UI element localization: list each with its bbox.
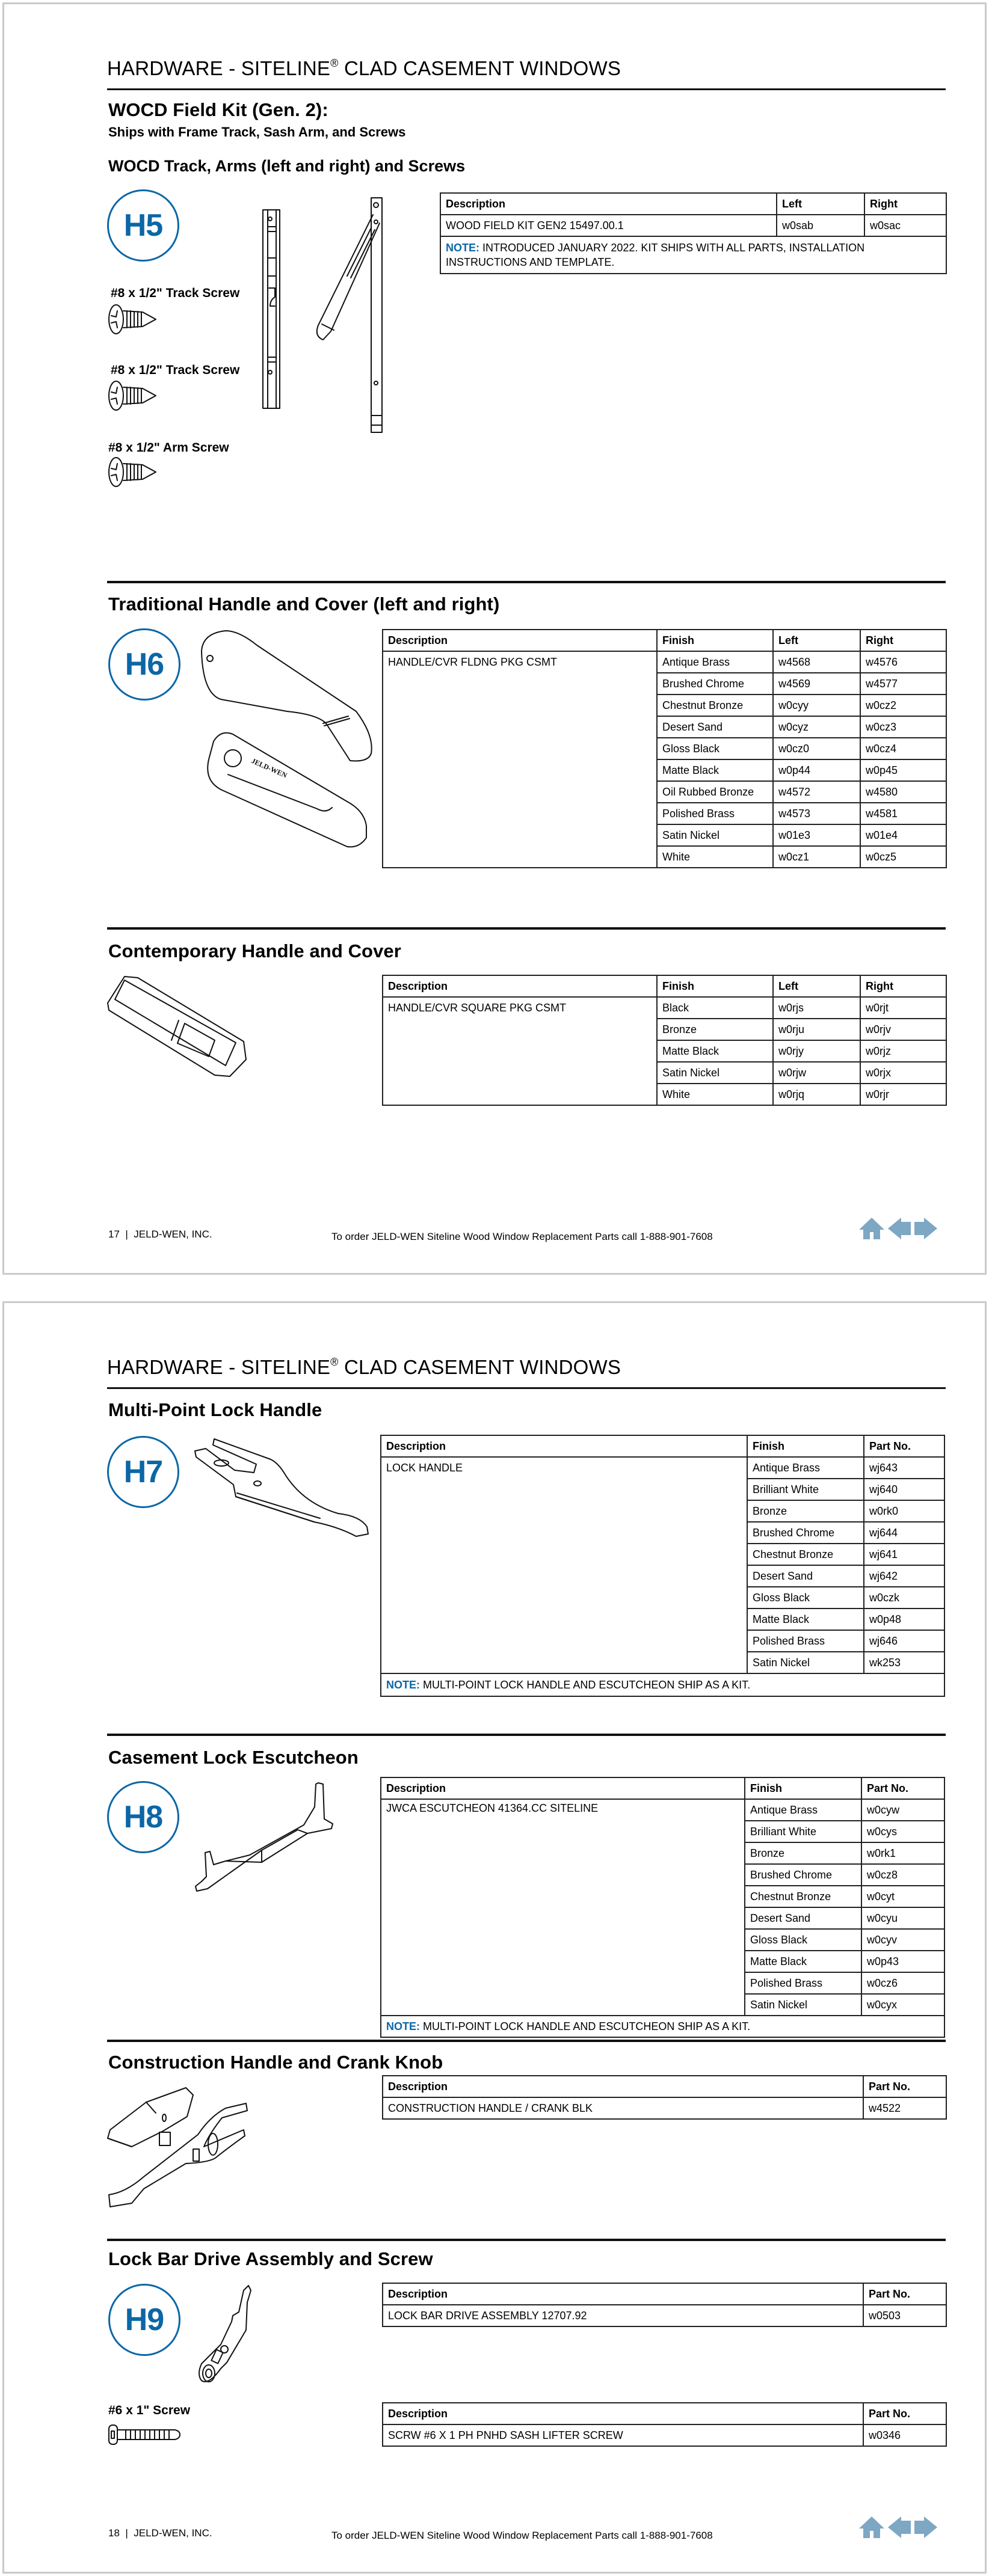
cell-left-part-no: w0rjw — [773, 1062, 860, 1084]
footer-order-text: To order JELD-WEN Siteline Wood Window Replacement Parts call 1-888-901-7608 — [331, 1231, 713, 1242]
cell-finish: Satin Nickel — [747, 1652, 864, 1673]
cell-part-no: w0503 — [863, 2305, 946, 2326]
footer-page-info: 17 | JELD-WEN, INC. — [108, 1228, 212, 1240]
cell-part-no: w4522 — [863, 2097, 946, 2119]
cell-finish: Matte Black — [657, 759, 773, 781]
cell-finish: Satin Nickel — [657, 824, 773, 846]
cell-finish: Polished Brass — [747, 1630, 864, 1652]
parts-table-h6 — [382, 629, 947, 868]
table-note — [440, 236, 946, 274]
item-badge-h9: H9 — [108, 2284, 180, 2356]
cell-finish: Gloss Black — [657, 738, 773, 759]
table-header-row — [381, 1777, 944, 1799]
cell-description: WOOD FIELD KIT GEN2 15497.00.1 — [440, 215, 777, 236]
cell-left-part-no: w0rjq — [773, 1084, 860, 1105]
section-title-casement-lock-escutcheon: Casement Lock Escutcheon — [108, 1747, 359, 1768]
page-header: HARDWARE - SITELINE® CLAD CASEMENT WINDOWS — [107, 57, 621, 79]
table-header-row — [383, 2403, 946, 2424]
cell-part-no: wj643 — [864, 1457, 944, 1479]
arrow-right-icon[interactable] — [914, 1218, 937, 1239]
column-header-part-no: Part No. — [863, 2403, 946, 2424]
cell-left-part-no: w0sab — [777, 215, 864, 236]
cell-left-part-no: w0cz0 — [773, 738, 860, 759]
cell-right-part-no: w0cz2 — [860, 695, 946, 716]
cell-part-no: wj642 — [864, 1565, 944, 1587]
cell-finish: Desert Sand — [657, 716, 773, 738]
header-rule — [107, 88, 946, 90]
cell-part-no: w0cz6 — [861, 1972, 944, 1994]
cell-description: JWCA ESCUTCHEON 41364.CC SITELINE — [381, 1799, 745, 2016]
column-header-part-no: Part No. — [863, 2283, 946, 2305]
cell-finish: Black — [657, 997, 773, 1019]
lock-handle-drawing — [194, 1437, 374, 1539]
column-header-description: Description — [383, 630, 657, 651]
cell-finish: Antique Brass — [657, 651, 773, 673]
section-title-traditional-handle: Traditional Handle and Cover (left and right) — [108, 593, 500, 615]
parts-table-h8 — [380, 1777, 945, 2038]
cell-finish: Oil Rubbed Bronze — [657, 781, 773, 803]
cell-finish: Brilliant White — [747, 1479, 864, 1500]
cell-finish: Chestnut Bronze — [745, 1886, 861, 1907]
table-header-row — [383, 2283, 946, 2305]
footer-order-text: To order JELD-WEN Siteline Wood Window Replacement Parts call 1-888-901-7608 — [331, 2530, 713, 2541]
table-note-row — [440, 236, 946, 274]
arm-screw-icon — [108, 455, 162, 489]
cell-finish: Matte Black — [657, 1040, 773, 1062]
cell-part-no: w0rk1 — [861, 1842, 944, 1864]
track-screw-icon — [108, 379, 162, 412]
cell-description: HANDLE/CVR SQUARE PKG CSMT — [383, 997, 657, 1105]
column-header-finish: Finish — [747, 1435, 864, 1457]
column-header-finish: Finish — [657, 630, 773, 651]
cell-right-part-no: w0rjr — [860, 1084, 946, 1105]
page-header: HARDWARE - SITELINE® CLAD CASEMENT WINDOWS — [107, 1356, 621, 1378]
cell-right-part-no: w4581 — [860, 803, 946, 824]
cell-left-part-no: w0cz1 — [773, 846, 860, 868]
item-badge-h8: H8 — [107, 1781, 179, 1853]
home-icon[interactable] — [859, 1218, 884, 1239]
cell-part-no: w0rk0 — [864, 1500, 944, 1522]
sash-lifter-screw-icon — [108, 2423, 186, 2447]
cell-right-part-no: w01e4 — [860, 824, 946, 846]
cell-part-no: wj646 — [864, 1630, 944, 1652]
column-header-part-no: Part No. — [864, 1435, 944, 1457]
cell-part-no: w0p48 — [864, 1608, 944, 1630]
parts-table-screw — [382, 2402, 947, 2447]
cell-finish: Matte Black — [745, 1951, 861, 1972]
screw-label: #8 x 1/2" Track Screw — [111, 363, 240, 377]
lock-bar-drive-assembly-drawing — [197, 2284, 257, 2387]
cell-right-part-no: w4576 — [860, 651, 946, 673]
cell-part-no: w0cyw — [861, 1799, 944, 1821]
cell-finish: Desert Sand — [745, 1907, 861, 1929]
arrow-right-icon[interactable] — [914, 2516, 937, 2538]
section-title-lock-bar-drive: Lock Bar Drive Assembly and Screw — [108, 2248, 433, 2269]
cell-part-no: w0czk — [864, 1587, 944, 1608]
cell-finish: Bronze — [745, 1842, 861, 1864]
cell-finish: White — [657, 846, 773, 868]
column-header-description: Description — [381, 1435, 747, 1457]
column-header-description: Description — [440, 193, 777, 215]
table-row — [381, 1799, 944, 1821]
cell-part-no: w0cyv — [861, 1929, 944, 1951]
cell-finish: Chestnut Bronze — [747, 1544, 864, 1565]
cell-part-no: w0p43 — [861, 1951, 944, 1972]
cell-finish: Satin Nickel — [745, 1994, 861, 2016]
cell-finish: Antique Brass — [747, 1457, 864, 1479]
escutcheon-drawing — [196, 1780, 346, 1901]
page-nav — [859, 1218, 937, 1239]
cell-right-part-no: w4577 — [860, 673, 946, 695]
cell-left-part-no: w4573 — [773, 803, 860, 824]
section-rule — [107, 581, 946, 583]
section-title-multi-point-lock-handle: Multi-Point Lock Handle — [108, 1399, 322, 1420]
cell-finish: Brushed Chrome — [747, 1522, 864, 1544]
cell-description: HANDLE/CVR FLDNG PKG CSMT — [383, 651, 657, 868]
table-header-row — [383, 630, 946, 651]
table-row — [383, 997, 946, 1019]
column-header-description: Description — [381, 1777, 745, 1799]
cell-left-part-no: w0rjy — [773, 1040, 860, 1062]
column-header-right: Right — [864, 193, 946, 215]
cell-right-part-no: w0cz5 — [860, 846, 946, 868]
table-note — [381, 2016, 944, 2037]
header-rule — [107, 1387, 946, 1389]
company-name: JELD-WEN, INC. — [134, 2527, 212, 2539]
table-header-row — [383, 2076, 946, 2097]
page-number: 17 — [108, 1228, 120, 1240]
cell-finish: White — [657, 1084, 773, 1105]
table-row — [383, 2424, 946, 2446]
table-row — [383, 651, 946, 673]
cell-finish: Brilliant White — [745, 1821, 861, 1842]
column-header-description: Description — [383, 2403, 863, 2424]
cell-description: LOCK HANDLE — [381, 1457, 747, 1673]
note-label: NOTE: — [446, 242, 479, 254]
cell-left-part-no: w0cyy — [773, 695, 860, 716]
column-header-left: Left — [773, 975, 860, 997]
construction-handle-drawing — [108, 2087, 252, 2213]
table-header-row — [383, 975, 946, 997]
cell-left-part-no: w01e3 — [773, 824, 860, 846]
cell-right-part-no: w0cz3 — [860, 716, 946, 738]
cell-left-part-no: w4572 — [773, 781, 860, 803]
section-title-construction-handle: Construction Handle and Crank Knob — [108, 2052, 443, 2073]
parts-table-h7 — [380, 1435, 945, 1697]
footer-page-info: 18 | JELD-WEN, INC. — [108, 2527, 212, 2539]
cell-finish: Chestnut Bronze — [657, 695, 773, 716]
table-note — [381, 1673, 944, 1696]
table-row — [440, 215, 946, 236]
cell-description: CONSTRUCTION HANDLE / CRANK BLK — [383, 2097, 863, 2119]
table-header-row — [381, 1435, 944, 1457]
screw-label: #8 x 1/2" Arm Screw — [108, 441, 229, 455]
cell-right-part-no: w0rjz — [860, 1040, 946, 1062]
cell-right-part-no: w0rjx — [860, 1062, 946, 1084]
section-rule — [107, 2239, 946, 2241]
track-screw-icon — [108, 302, 162, 336]
table-note-row — [381, 2016, 944, 2037]
cell-part-no: w0cyx — [861, 1994, 944, 2016]
cell-right-part-no: w0cz4 — [860, 738, 946, 759]
column-header-right: Right — [860, 630, 946, 651]
lock-bar-drive-drawing — [131, 2286, 191, 2388]
parts-table-contemporary — [382, 975, 947, 1106]
cell-finish: Brushed Chrome — [657, 673, 773, 695]
page-number: 18 — [108, 2527, 120, 2539]
section-subtitle: Ships with Frame Track, Sash Arm, and Screws — [108, 124, 406, 140]
cell-left-part-no: w4568 — [773, 651, 860, 673]
cell-part-no: w0cys — [861, 1821, 944, 1842]
item-badge-h5: H5 — [107, 189, 179, 262]
section-title-contemporary-handle: Contemporary Handle and Cover — [108, 940, 401, 961]
catalog-page-17 — [2, 2, 987, 1275]
column-header-right: Right — [860, 975, 946, 997]
column-header-finish: Finish — [657, 975, 773, 997]
cell-description: LOCK BAR DRIVE ASSEMBLY 12707.92 — [383, 2305, 863, 2326]
arrow-left-icon[interactable] — [888, 1218, 911, 1239]
screw-label: #8 x 1/2" Track Screw — [111, 286, 240, 300]
note-text: INTRODUCED JANUARY 2022. KIT SHIPS WITH ALL PARTS, INSTALLATION INSTRUCTIONS AND TEMPLATE. — [446, 242, 865, 268]
cell-finish: Desert Sand — [747, 1565, 864, 1587]
wocd-track-and-arm-drawing — [257, 192, 419, 438]
section-rule — [107, 2040, 946, 2042]
svg-text:JELD-WEN: JELD-WEN — [250, 756, 289, 780]
column-header-part-no: Part No. — [861, 1777, 944, 1799]
parts-table-h9 — [382, 2283, 947, 2327]
column-header-left: Left — [777, 193, 864, 215]
column-header-left: Left — [773, 630, 860, 651]
table-row — [381, 1457, 944, 1479]
screw-label: #6 x 1" Screw — [108, 2403, 191, 2417]
cell-finish: Bronze — [657, 1019, 773, 1040]
cell-left-part-no: w4569 — [773, 673, 860, 695]
home-icon[interactable] — [859, 2516, 884, 2538]
cell-left-part-no: w0cyz — [773, 716, 860, 738]
table-header-row — [440, 193, 946, 215]
note-text: MULTI-POINT LOCK HANDLE AND ESCUTCHEON SHIP AS A KIT. — [420, 1679, 751, 1691]
cell-part-no: wj644 — [864, 1522, 944, 1544]
cell-finish: Antique Brass — [745, 1799, 861, 1821]
traditional-handle-drawing — [197, 627, 377, 856]
cell-right-part-no: w0rjv — [860, 1019, 946, 1040]
note-text: MULTI-POINT LOCK HANDLE AND ESCUTCHEON SHIP AS A KIT. — [420, 2020, 751, 2032]
column-header-description: Description — [383, 975, 657, 997]
column-header-description: Description — [383, 2076, 863, 2097]
parts-table-construction — [382, 2075, 947, 2120]
section-rule — [107, 927, 946, 930]
table-note-row — [381, 1673, 944, 1696]
contemporary-handle-drawing — [106, 975, 251, 1078]
section-rule — [107, 1734, 946, 1736]
table-row — [383, 2097, 946, 2119]
cell-right-part-no: w0p45 — [860, 759, 946, 781]
cell-part-no: wj640 — [864, 1479, 944, 1500]
cell-left-part-no: w0p44 — [773, 759, 860, 781]
cell-finish: Brushed Chrome — [745, 1864, 861, 1886]
cell-right-part-no: w0sac — [864, 215, 946, 236]
cell-part-no: w0cyt — [861, 1886, 944, 1907]
parts-table-h5 — [440, 192, 947, 274]
cell-part-no: w0cyu — [861, 1907, 944, 1929]
cell-part-no: wk253 — [864, 1652, 944, 1673]
cell-finish: Polished Brass — [745, 1972, 861, 1994]
column-header-description: Description — [383, 2283, 863, 2305]
arrow-left-icon[interactable] — [888, 2516, 911, 2538]
cell-finish: Bronze — [747, 1500, 864, 1522]
cell-part-no: w0cz8 — [861, 1864, 944, 1886]
cell-description: SCRW #6 X 1 PH PNHD SASH LIFTER SCREW — [383, 2424, 863, 2446]
cell-finish: Polished Brass — [657, 803, 773, 824]
section-title-wocd-field-kit: WOCD Field Kit (Gen. 2): — [108, 99, 328, 120]
cell-right-part-no: w0rjt — [860, 997, 946, 1019]
item-badge-h7: H7 — [107, 1436, 179, 1508]
column-header-finish: Finish — [745, 1777, 861, 1799]
company-name: JELD-WEN, INC. — [134, 1228, 212, 1240]
cell-left-part-no: w0rjs — [773, 997, 860, 1019]
cell-left-part-no: w0rju — [773, 1019, 860, 1040]
table-row — [383, 2305, 946, 2326]
cell-part-no: wj641 — [864, 1544, 944, 1565]
cell-finish: Matte Black — [747, 1608, 864, 1630]
cell-finish: Gloss Black — [745, 1929, 861, 1951]
cell-finish: Gloss Black — [747, 1587, 864, 1608]
note-label: NOTE: — [386, 1679, 420, 1691]
cell-finish: Satin Nickel — [657, 1062, 773, 1084]
note-label: NOTE: — [386, 2020, 420, 2032]
column-header-part-no: Part No. — [863, 2076, 946, 2097]
cell-part-no: w0346 — [863, 2424, 946, 2446]
item-badge-h6: H6 — [108, 628, 180, 701]
cell-right-part-no: w4580 — [860, 781, 946, 803]
section-subheading: WOCD Track, Arms (left and right) and Screws — [108, 157, 466, 175]
page-nav — [859, 2516, 937, 2538]
